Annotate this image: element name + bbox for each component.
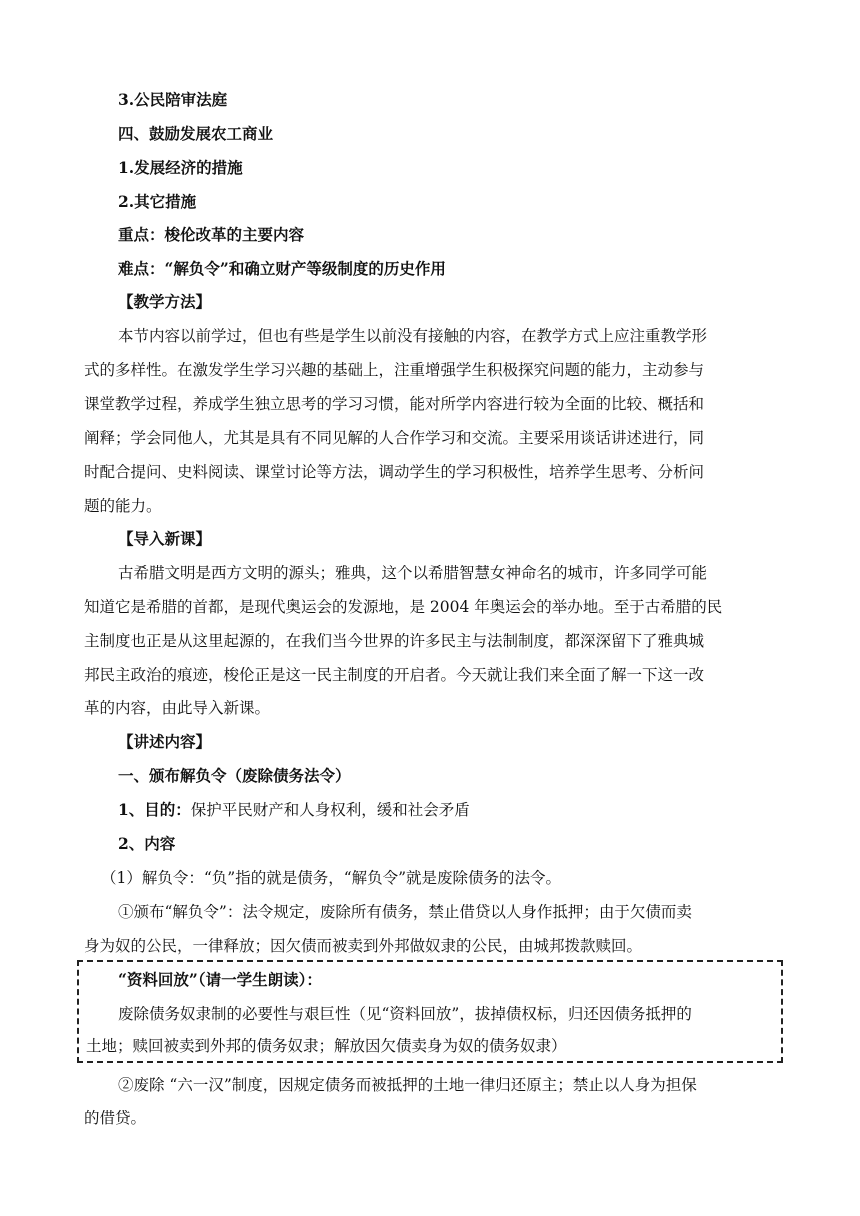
key-point: 重点：梭伦改革的主要内容 (118, 225, 305, 244)
material-review-title: “资料回放”（请一学生朗读）： (118, 970, 322, 989)
intro-line: 主制度也正是从这里起源的，在我们当今世界的许多民主与法制制度，都深深留下了雅典城 (84, 632, 705, 650)
method-line: 课堂教学过程，养成学生独立思考的学习习惯，能对所学内容进行较为全面的比较、概括和 (84, 395, 705, 413)
heading-other-measures: 2.其它措施 (118, 192, 197, 211)
material-review-box (77, 960, 783, 1063)
item-decree-line: 身为奴的公民，一律释放；因欠债而被卖到外邦做奴隶的公民，由城邦拨款赎回。 (84, 937, 643, 955)
material-review-line: 废除债务奴隶制的必要性与艰巨性（见“资料回放”，拔掉债权标，归还因债务抵押的 (118, 1005, 692, 1023)
method-title: 【教学方法】 (118, 292, 212, 311)
content-title: 【讲述内容】 (118, 732, 212, 751)
intro-title: 【导入新课】 (118, 529, 212, 548)
purpose-text: 保护平民财产和人身权利，缓和社会矛盾 (190, 801, 470, 819)
heading-section-four: 四、鼓励发展农工商业 (118, 124, 274, 143)
heading-economic-measures: 1.发展经济的措施 (118, 158, 243, 177)
purpose-label: 1、目的： (118, 800, 191, 819)
method-line: 式的多样性。在激发学生学习兴趣的基础上，注重增强学生积极探究问题的能力，主动参与 (84, 361, 705, 379)
intro-line: 知道它是希腊的首都，是现代奥运会的发源地，是 2004 年奥运会的举办地。至于古希腊的民 (84, 598, 723, 616)
method-line: 时配合提问、史料阅读、课堂讨论等方法，调动学生的学习积极性，培养学生思考、分析问 (84, 463, 705, 481)
intro-line: 邦民主政治的痕迹，梭伦正是这一民主制度的开启者。今天就让我们来全面了解一下这一改 (84, 666, 705, 684)
method-line: 题的能力。 (84, 497, 162, 515)
intro-line: 古希腊文明是西方文明的源头；雅典，这个以希腊智慧女神命名的城市，许多同学可能 (118, 564, 708, 582)
difficult-point: 难点：“解负令”和确立财产等级制度的历史作用 (118, 259, 446, 278)
item-debt-cancellation: （1）解负令：“负”指的就是债务，“解负令”就是废除债务的法令。 (101, 869, 562, 887)
method-line: 本节内容以前学过，但也有些是学生以前没有接触的内容，在教学方式上应注重教学形 (118, 327, 708, 345)
section-one-heading: 一、颁布解负令（废除债务法令） (118, 766, 351, 785)
intro-line: 革的内容，由此导入新课。 (84, 699, 271, 717)
item-decree-line: ①颁布“解负令”：法令规定，废除所有债务，禁止借贷以人身作抵押；由于欠债而卖 (118, 903, 692, 921)
heading-citizen-jury: 3.公民陪审法庭 (118, 90, 228, 109)
item-abolish-line: 的借贷。 (84, 1109, 147, 1127)
material-review-line: 土地；赎回被卖到外邦的债务奴隶；解放因欠债卖身为奴的债务奴隶） (86, 1037, 567, 1055)
item-abolish-line: ②废除 “六一汉”制度，因规定债务而被抵押的土地一律归还原主；禁止以人身为担保 (118, 1076, 697, 1094)
purpose-line (118, 800, 818, 820)
content-label: 2、内容 (118, 834, 176, 853)
method-line: 阐释；学会同他人，尤其是具有不同见解的人合作学习和交流。主要采用谈话讲述进行，同 (84, 429, 705, 447)
